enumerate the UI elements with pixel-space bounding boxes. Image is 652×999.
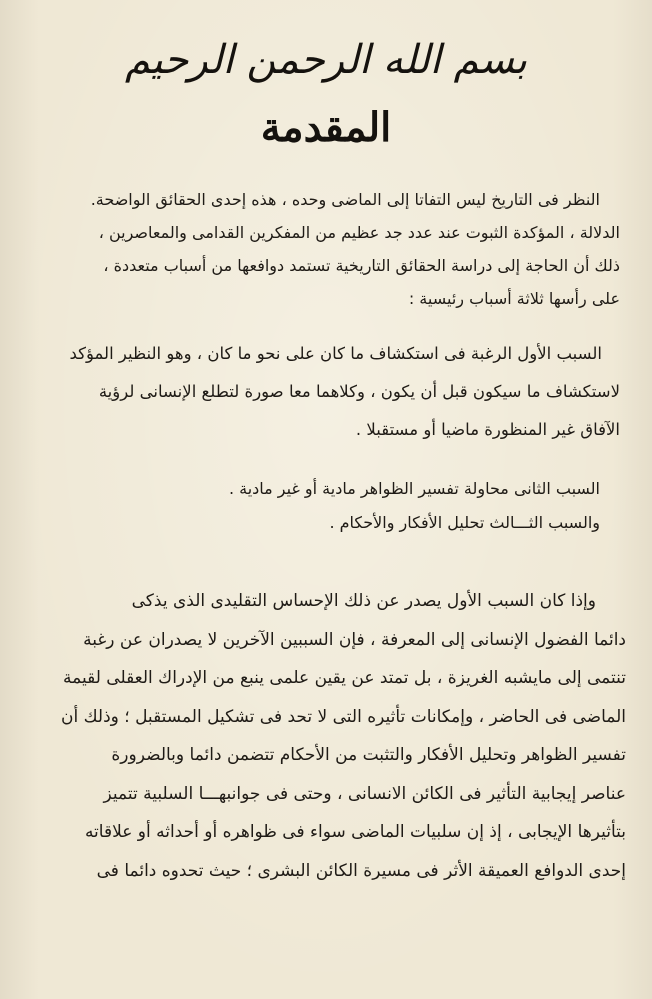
page-header: [0, 30, 652, 156]
text-line: الماضى فى الحاضر ، وإمكانات تأثيره التى لا تحد فى تشكيل المستقبل ؛ وذلك أن: [60, 706, 626, 727]
paragraph-intro: [35, 186, 620, 318]
text-line: لاستكشاف ما سيكون قبل أن يكون ، وكلاهما معا صورة لتطلع الإنسانى لرؤية: [98, 382, 620, 401]
text-line: ذلك أن الحاجة إلى دراسة الحقائق التاريخية تستمد دوافعها من أسباب متعددة ،: [103, 256, 620, 275]
text-line: إحدى الدوافع العميقة الأثر فى مسيرة الكائن البشرى ؛ حيث تحدوه دائما فى: [96, 860, 626, 881]
text-line: السبب الأول الرغبة فى استكشاف ما كان على نحو ما كان ، وهو النظير المؤكد: [69, 344, 602, 363]
basmala-calligraphy: بسم الله الرحمن الرحيم: [124, 37, 528, 83]
text-line: عناصر إيجابية التأثير فى الكائن الانسانى ، وحتى فى جوانبهـــا السلبية تتميز: [103, 783, 626, 804]
text-line: الدلالة ، المؤكدة الثبوت عند عدد جد عظيم من المفكرين القدامى والمعاصرين ،: [98, 223, 620, 242]
page-title: المقدمة: [260, 104, 392, 151]
text-line: والسبب الثـــالث تحليل الأفكار والأحكام .: [329, 513, 600, 532]
text-line: تنتمى إلى مايشبه الغريزة ، بل تمتد عن يقين علمى ينبع من الإدراك العقلى لقيمة: [63, 668, 626, 688]
paragraph-main-body: [26, 584, 626, 892]
paragraph-first-reason: [35, 338, 620, 452]
paragraph-second-third-reasons: [35, 474, 620, 542]
text-line: النظر فى التاريخ ليس التفاتا إلى الماضى وحده ، هذه إحدى الحقائق الواضحة.: [90, 190, 600, 209]
text-line: الآفاق غير المنظورة ماضيا أو مستقبلا .: [355, 420, 620, 439]
text-line: بتأثيرها الإيجابى ، إذ إن سلبيات الماضى سواء فى ظواهره أو أحداثه أو علاقاته: [84, 822, 626, 842]
text-line: دائما الفضول الإنسانى إلى المعرفة ، فإن السببين الآخرين لا يصدران عن رغبة: [83, 629, 626, 650]
text-line: وإذا كان السبب الأول يصدر عن ذلك الإحساس التقليدى الذى يذكى: [131, 591, 596, 611]
text-line: تفسير الظواهر وتحليل الأفكار والتثبت من الأحكام تتضمن دائما وبالضرورة: [111, 745, 626, 765]
text-line: على رأسها ثلاثة أسباب رئيسية :: [408, 289, 620, 308]
text-line: السبب الثانى محاولة تفسير الظواهر مادية أو غير مادية .: [228, 479, 600, 498]
